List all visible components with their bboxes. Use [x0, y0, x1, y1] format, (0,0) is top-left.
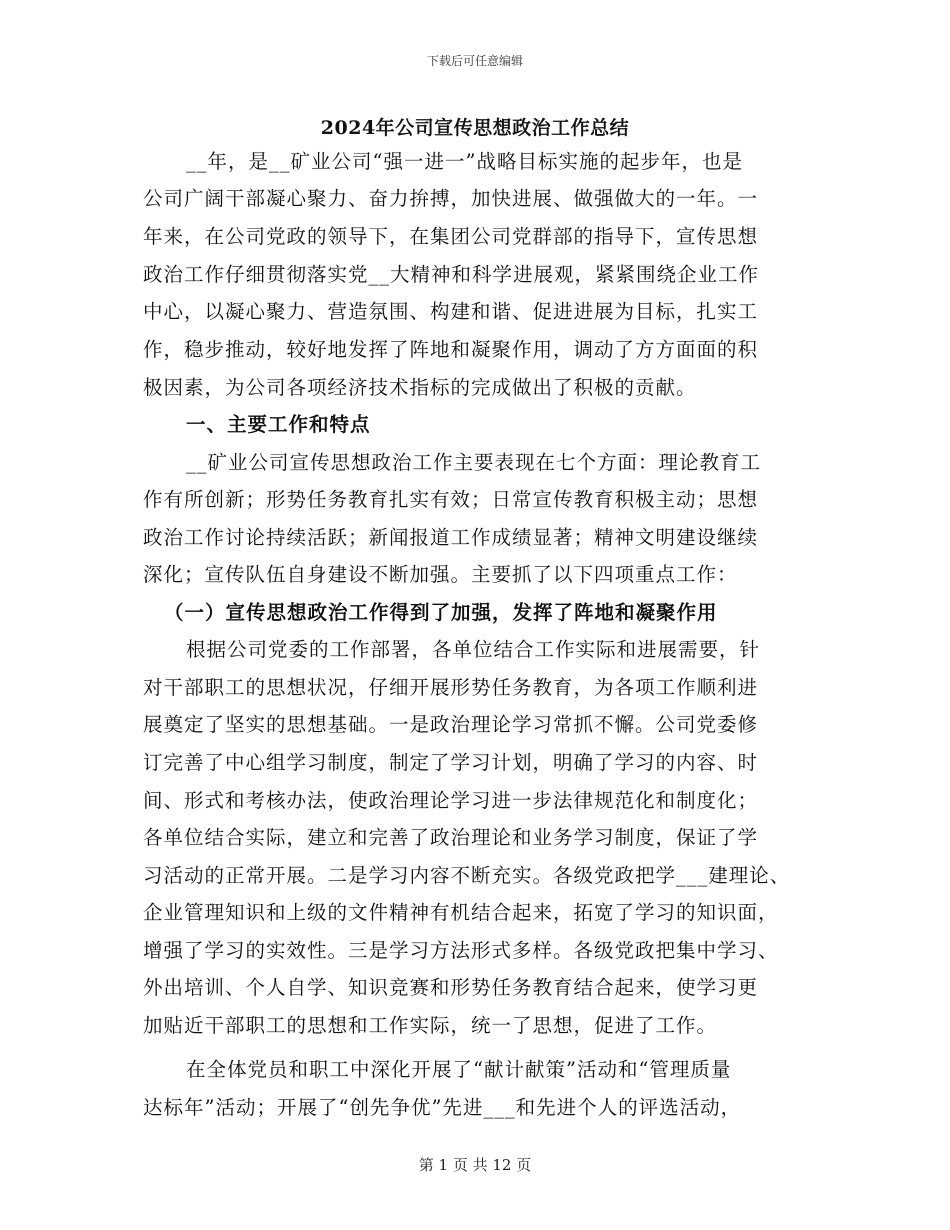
page-number: 第 1 页 共 12 页 — [418, 1156, 532, 1174]
paragraph-line: 习活动的正常开展。二是学习内容不断充实。各级党政把学___建理论、 — [143, 864, 791, 887]
paragraph-line: __年，是__矿业公司“强一进一”战略目标实施的起步年，也是 — [186, 150, 743, 173]
paragraph-line: 作，稳步推动，较好地发挥了阵地和凝聚作用，调动了方方面面的积 — [143, 338, 759, 361]
paragraph-line: 根据公司党委的工作部署，各单位结合工作实际和进展需要，针 — [186, 638, 761, 661]
paragraph-line: 加贴近干部职工的思想和工作实际，统一了思想，促进了工作。 — [143, 1014, 718, 1037]
paragraph-line: __矿业公司宣传思想政治工作主要表现在七个方面：理论教育工 — [186, 451, 762, 474]
paragraph-line: 作有所创新；形势任务教育扎实有效；日常宣传教育积极主动；思想 — [143, 488, 759, 511]
paragraph-line: 极因素，为公司各项经济技术指标的完成做出了积极的贡献。 — [143, 376, 697, 399]
paragraph-line: 对干部职工的思想状况，仔细开展形势任务教育，为各项工作顺利进 — [143, 676, 759, 699]
subsection-heading: （一）宣传思想政治工作得到了加强，发挥了阵地和凝聚作用 — [164, 601, 718, 624]
paragraph-line: 间、形式和考核办法，使政治理论学习进一步法律规范化和制度化； — [143, 789, 759, 812]
paragraph-line: 在全体党员和职工中深化开展了“献计献策”活动和“管理质量 — [186, 1058, 732, 1081]
paragraph-line: 深化；宣传队伍自身建设不断加强。主要抓了以下四项重点工作： — [143, 563, 738, 586]
page-header: 下载后可任意编辑 — [426, 54, 523, 68]
document-title: 2024年公司宣传思想政治工作总结 — [320, 117, 630, 139]
paragraph-line: 增强了学习的实效性。三是学习方法形式多样。各级党政把集中学习、 — [143, 939, 779, 962]
paragraph-line: 展奠定了坚实的思想基础。一是政治理论学习常抓不懈。公司党委修 — [143, 713, 759, 736]
paragraph-line: 外出培训、个人自学、知识竞赛和形势任务教育结合起来，使学习更 — [143, 976, 759, 999]
paragraph-line: 达标年”活动；开展了“创先争优”先进___和先进个人的评选活动， — [143, 1096, 742, 1119]
paragraph-line: 各单位结合实际，建立和完善了政治理论和业务学习制度，保证了学 — [143, 826, 759, 849]
paragraph-line: 政治工作仔细贯彻落实党__大精神和科学进展观，紧紧围绕企业工作 — [143, 263, 760, 286]
paragraph-line: 企业管理知识和上级的文件精神有机结合起来，拓宽了学习的知识面， — [143, 901, 779, 924]
paragraph-line: 年来，在公司党政的领导下，在集团公司党群部的指导下，宣传思想 — [143, 225, 759, 248]
paragraph-line: 公司广阔干部凝心聚力、奋力拚搏，加快进展、做强做大的一年。一 — [143, 187, 759, 210]
paragraph-line: 中心，以凝心聚力、营造氛围、构建和谐、促进进展为目标，扎实工 — [143, 300, 759, 323]
section-heading: 一、主要工作和特点 — [186, 413, 371, 436]
paragraph-line: 订完善了中心组学习制度，制定了学习计划，明确了学习的内容、时 — [143, 751, 759, 774]
paragraph-line: 政治工作讨论持续活跃；新闻报道工作成绩显著；精神文明建设继续 — [143, 526, 759, 549]
